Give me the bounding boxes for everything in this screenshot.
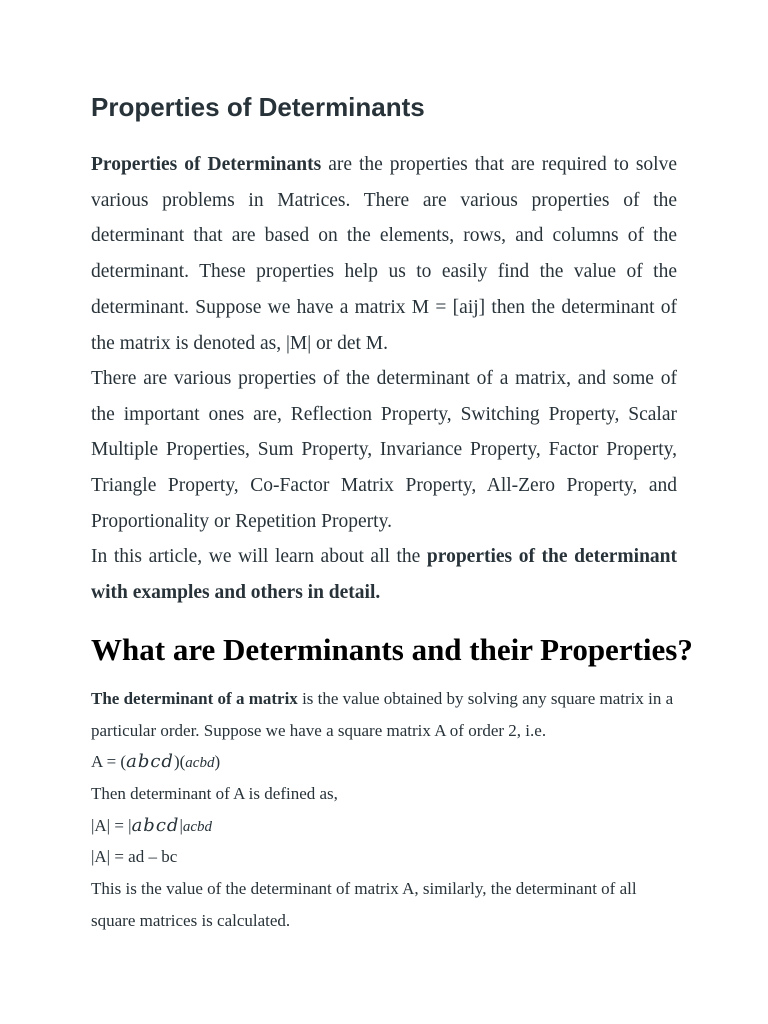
- matrix-middle: )(: [173, 752, 186, 771]
- formula-line: |A| = ad – bc: [91, 847, 178, 866]
- det-middle: |: [179, 816, 183, 835]
- intro-paragraph-3: [91, 539, 677, 610]
- det-math: abcd: [131, 815, 180, 836]
- closing-paragraph: This is the value of the determinant of matrix A, similarly, the determinant of all square matrices is calculated.: [91, 879, 637, 930]
- det-prefix: |A| = |: [91, 816, 132, 835]
- matrix-prefix: A = (: [91, 752, 127, 771]
- section-paragraph-1: [91, 683, 677, 746]
- intro-bold-lead: Properties of Determinants: [91, 154, 322, 175]
- section-text-1: is the value obtained by solving any square matrix in a particular order. Suppose we have a square matrix A of order 2, i.e.: [91, 689, 674, 740]
- intro-bold-tail: properties of the determinant with examples and others in detail.: [91, 546, 678, 603]
- matrix-definition-line: [91, 746, 677, 780]
- section-heading: What are Determinants and their Properties?: [91, 632, 693, 667]
- intro-paragraph-1: [91, 147, 677, 361]
- intro-text-1: are the properties that are required to solve various problems in Matrices. There are various properties of the determinant that are based on the elements, rows, and columns of the determinant. These properties help us to easily find the value of the determinant. Suppose we have a matrix M = [aij] then the determinant of the matrix is denoted as, |M| or det M.: [91, 154, 678, 354]
- matrix-math: abcd: [126, 751, 174, 772]
- intro-paragraph-2: There are various properties of the determinant of a matrix, and some of the important ones are, Reflection Property, Switching Property, Scalar Multiple Properties, Sum Property, Invariance Property, Factor Property, Triangle Property, Co-Factor Matrix Property, All-Zero Property, and Proportionality or Repetition Property.: [91, 368, 677, 532]
- determinant-definition-line: [91, 810, 677, 844]
- intro-text-3: In this article, we will learn about all the: [91, 546, 427, 567]
- then-line: Then determinant of A is defined as,: [91, 784, 338, 803]
- matrix-small: acbd: [185, 755, 215, 771]
- matrix-suffix: ): [214, 752, 221, 771]
- det-small: acbd: [182, 819, 213, 835]
- page-title: Properties of Determinants: [91, 92, 425, 122]
- section-bold-lead: The determinant of a matrix: [91, 689, 298, 708]
